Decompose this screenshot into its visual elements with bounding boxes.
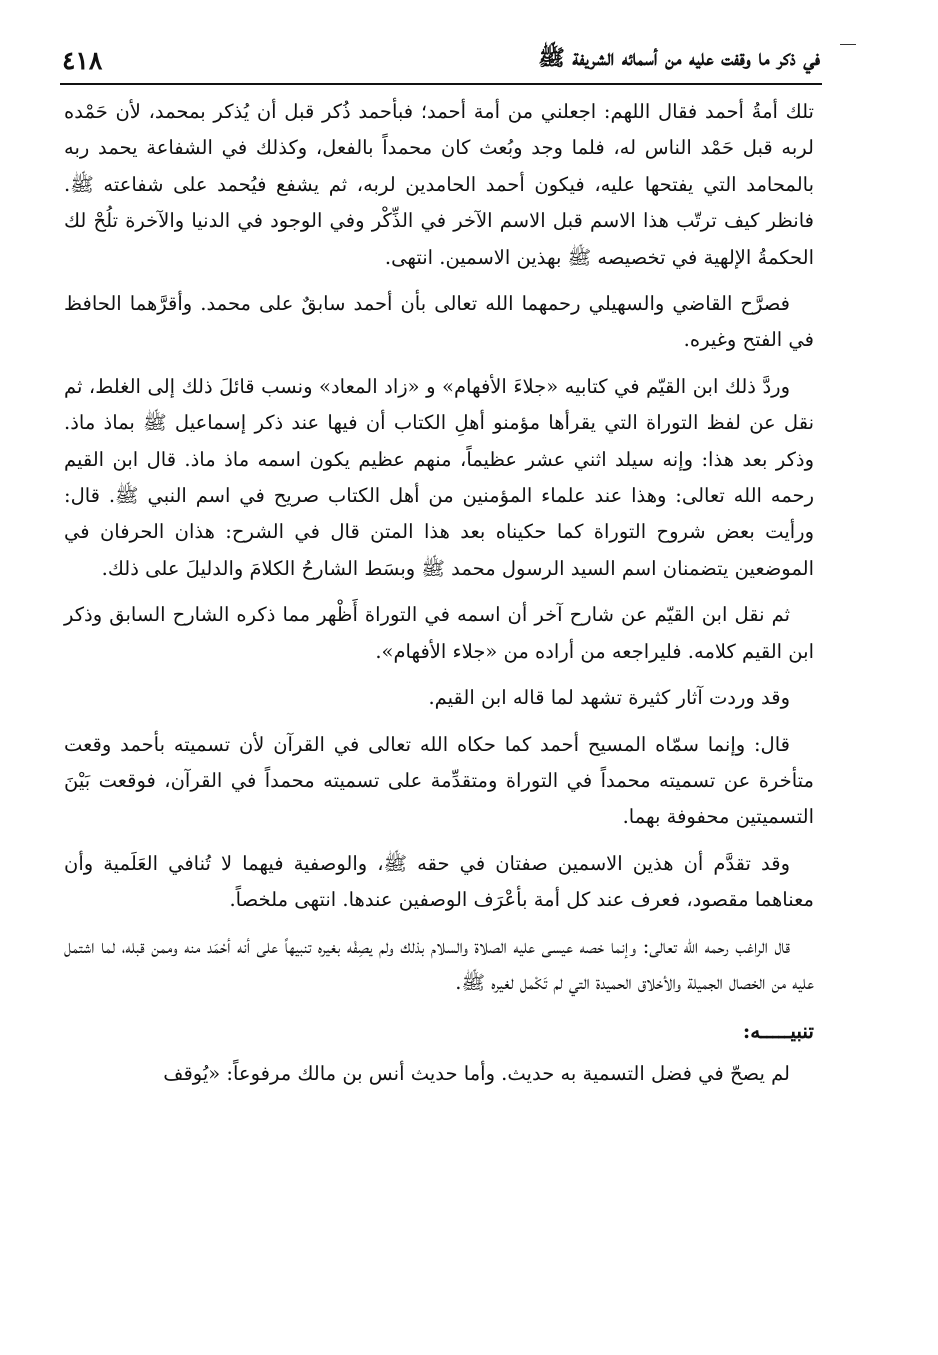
paragraph-6: قال: وإنما سمّاه المسيح أحمد كما حكاه الله تعالى في القرآن لأن تسميته بأحمد وقعت متأخرة عن تسميته محمداً في التوراة ومتقدِّمة على تسميته محمداً في القرآن، فوقعت بَيْنَ التسميتين محفوفة بهما. bbox=[64, 732, 814, 829]
notice-text: لم يصحّ في فضل التسمية به حديث. وأما حديث أنس بن مالك مرفوعاً: «يُوقف bbox=[163, 1061, 790, 1085]
paragraph-3: وردَّ ذلك ابن القيّم في كتابيه «جلاءَ الأفهام» و «زاد المعاد» ونسب قائلَ ذلك إلى الغلط، ثم نقل عن لفظ التوراة التي يقرأها مؤمنو أهلِ الكتاب أن فيها عند ذكر إسماعيل ﷺ بماذ ماذ. وذكر بعد هذا: وإنه سيلد اثني عشر عظيماً، منهم عظيم يكون اسمه ماذ ماذ. قال ابن القيم رحمه الله تعالى: وهذا عند علماء المؤمنين من أهل الكتاب صريح في اسم النبي ﷺ. قال: ورأيت بعض شروح التوراة كما حكيناه بعد هذا المتن قال في الشرح: هذان الحرفان في الموضعين يتضمنان اسم السيد الرسول محمد ﷺ وبسَط الشارحُ الكلامَ والدليلَ على ذلك. bbox=[64, 374, 814, 580]
notice-heading: تنبيـــــه: bbox=[742, 1019, 814, 1044]
paragraph-2: فصرَّح القاضي والسهيلي رحمهما الله تعالى بأن أحمد سابقٌ على محمد. وأقرَّهما الحافظ في الفتح وغيره. bbox=[64, 292, 814, 352]
corner-mark bbox=[840, 44, 856, 45]
paragraph-4: ثم نقل ابن القيّم عن شارح آخر أن اسمه في التوراة أَظْهر مما ذكره الشارح السابق وذكر ابن القيم كلامه. فليراجعه من أراده من «جلاء الأفهام». bbox=[64, 603, 814, 663]
running-title: في ذكر ما وقفت عليه من أسمائه الشريفة ﷺ bbox=[538, 45, 820, 71]
paragraph-5: وقد وردت آثار كثيرة تشهد لما قاله ابن القيم. bbox=[428, 686, 790, 710]
header-rule bbox=[60, 83, 822, 85]
paragraph-8: قال الراغب رحمه الله تعالى: وإنما خصه عيسى عليه الصلاة والسلام بذلك ولم يصِفْه بغيره تنبيهاً على أنه أحْمَد منه وممن قبله، لما اشتمل عليه من الخصال الجميلة والأخلاق الحميدة التي لم تَكْمل لغيره ﷺ. bbox=[64, 934, 814, 994]
page-number: ٤١٨ bbox=[62, 45, 103, 75]
page-body bbox=[64, 94, 814, 1102]
page-header bbox=[62, 40, 820, 80]
paragraph-1: تلك أمةُ أحمد فقال اللهم: اجعلني من أمة أحمد؛ فبأحمد ذُكر قبل أن يُذكر بمحمد، لأن حَمْده لربه قبل حَمْد الناس له، فلما وجد وبُعث كان محمداً بالفعل، وكذلك في الشفاعة يحمد ربه بالمحامد التي يفتحها عليه، فيكون أحمد الحامدين لربه، ثم يشفع فيُحمد على شفاعته ﷺ. فانظر كيف ترتّب هذا الاسم قبل الاسم الآخر في الذِّكْر وفي الوجود في الدنيا والآخرة تلُحْ لك الحكمةُ الإلهية في تخصيصه ﷺ بهذين الاسمين. انتهى. bbox=[64, 100, 814, 269]
paragraph-7: وقد تقدَّم أن هذين الاسمين صفتان في حقه ﷺ، والوصفية فيهما لا تُنافي العَلَمية وأن معناهما مقصود، فعرف عند كل أمة بأعْرَف الوصفين عندها. انتهى ملخصاً. bbox=[64, 851, 814, 912]
